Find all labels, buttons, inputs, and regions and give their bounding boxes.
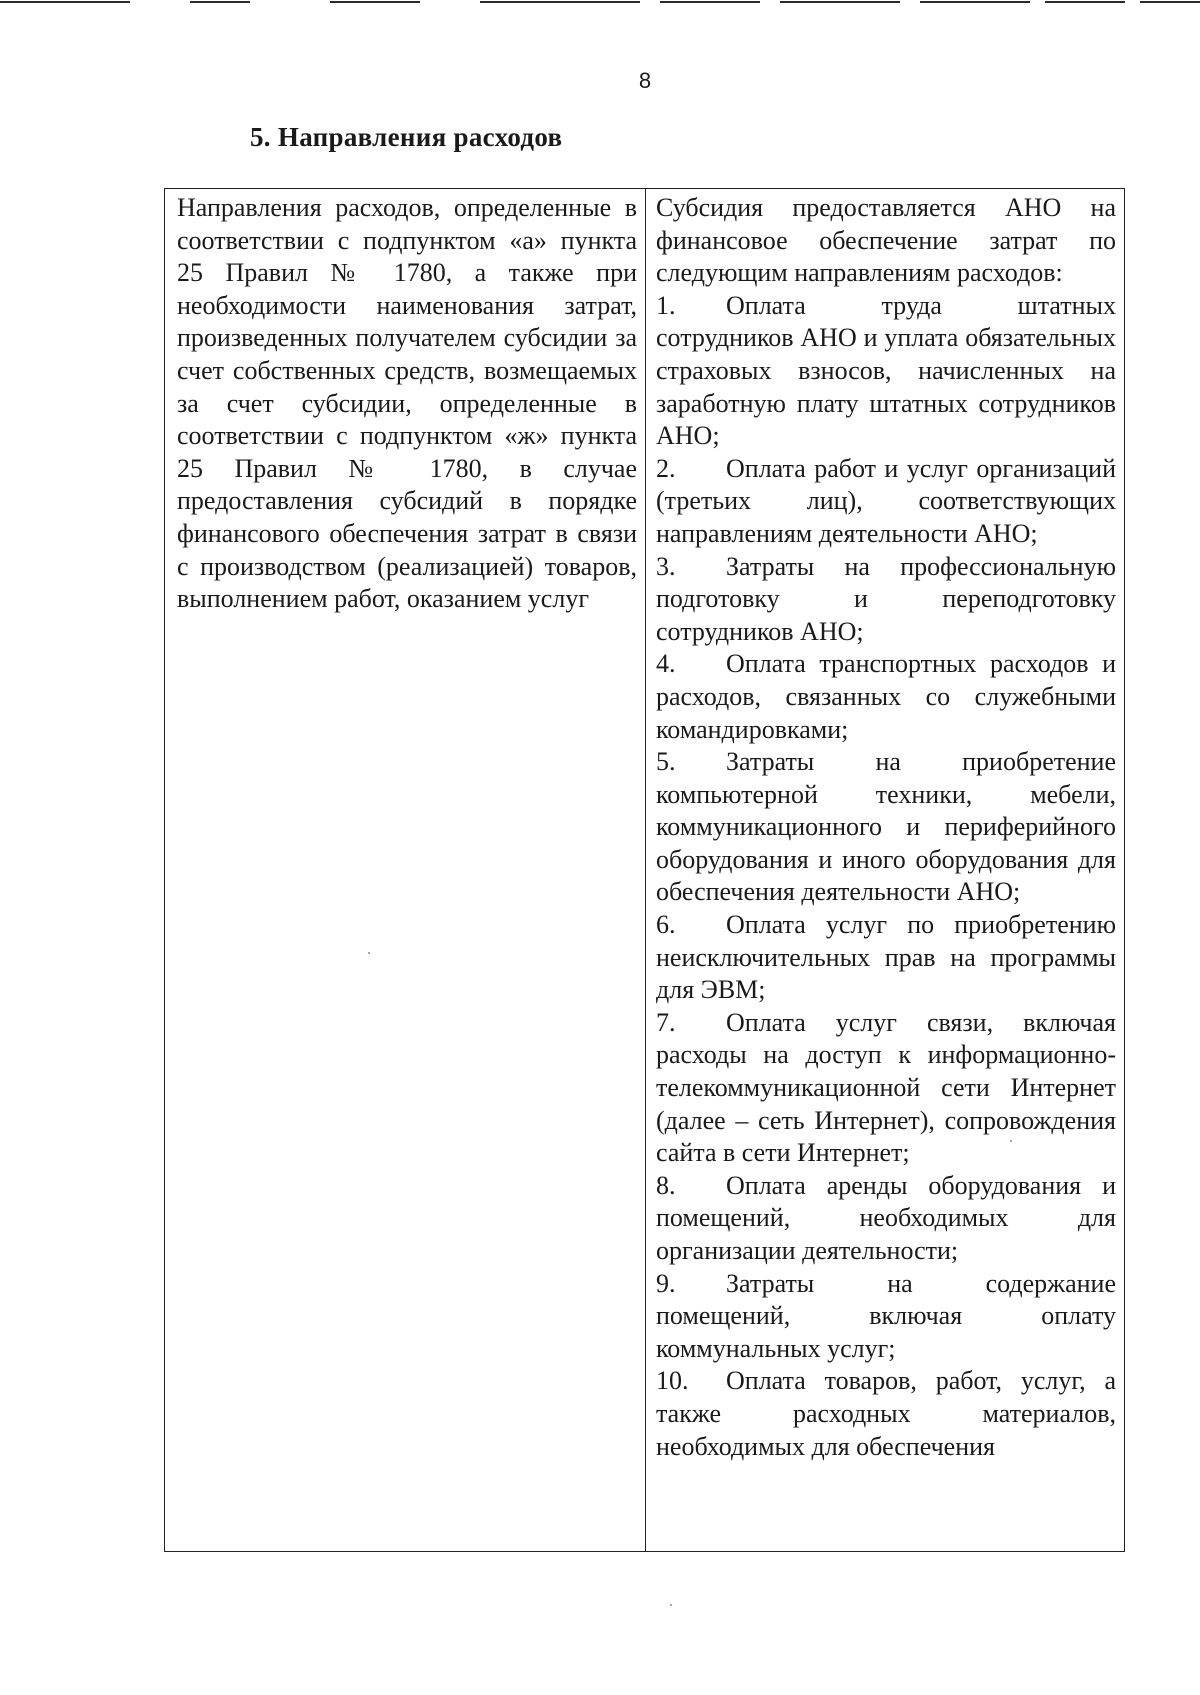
item-text: Оплата услуг по приобретению неисключительных прав на программы для ЭВМ; [656, 910, 1116, 1005]
item-text: Оплата транспортных расходов и расходов, связанных со служебными командировками; [656, 649, 1116, 744]
item-text: Оплата товаров, работ, услуг, а также расходных материалов, необходимых для обеспечения [656, 1366, 1116, 1461]
list-item [656, 648, 1116, 746]
expense-directions-table [164, 188, 1125, 1552]
right-cell-intro: Субсидия предоставляется АНО на финансовое обеспечение затрат по следующим направлениям расходов: [656, 193, 1116, 288]
scan-speck [1010, 1140, 1012, 1142]
table-left-cell [165, 189, 646, 1551]
item-text: Оплата труда штатных сотрудников АНО и уплата обязательных страховых взносов, начисленных на заработную плату штатных сотрудников АНО; [656, 290, 1116, 451]
list-item [656, 909, 1116, 1007]
list-item [656, 290, 1116, 453]
expense-list [656, 290, 1116, 1463]
item-text: Оплата услуг связи, включая расходы на доступ к информационно-телекоммуникационной сети Интернет (далее – сеть Интернет), сопровождения сайта в сети Интернет; [656, 1007, 1116, 1168]
item-number: 5. [656, 747, 676, 777]
list-item [656, 551, 1116, 649]
section-heading: 5. Направления расходов [250, 122, 563, 152]
list-item [656, 746, 1116, 909]
page-number: 8 [638, 68, 652, 93]
list-item [656, 1365, 1116, 1463]
scan-speck [368, 952, 370, 954]
list-item [656, 1007, 1116, 1170]
item-number: 1. [656, 290, 676, 320]
item-number: 8. [656, 1170, 676, 1200]
scan-top-edge [0, 0, 1200, 6]
list-item [656, 1268, 1116, 1366]
item-text: Оплата аренды оборудования и помещений, необходимых для организации деятельности; [656, 1170, 1116, 1265]
item-number: 2. [656, 453, 676, 483]
item-number: 3. [656, 551, 676, 581]
left-cell-text: Направления расходов, определенные в соответствии с подпунктом «а» пункта 25 Правил № 1780, а также при необходимости наименования затрат, произведенных получателем субсидии за счет собственных средств, возмещаемых за счет субсидии, определенные в соответствии с подпунктом «ж» пункта 25 Правил № 1780, в случае предоставления субсидий в порядке финансового обеспечения затрат в связи с производством (реализацией) товаров, выполнением работ, оказанием услуг [177, 193, 637, 614]
list-item [656, 453, 1116, 551]
table-right-cell [646, 189, 1124, 1551]
item-text: Затраты на приобретение компьютерной техники, мебели, коммуникационного и периферийного оборудования и иного оборудования для обеспечения деятельности АНО; [656, 747, 1116, 907]
scan-speck [670, 1604, 672, 1606]
item-number: 4. [656, 649, 676, 679]
item-number: 10. [656, 1366, 689, 1396]
list-item [656, 1170, 1116, 1268]
item-number: 9. [656, 1268, 676, 1298]
item-text: Затраты на содержание помещений, включая оплату коммунальных услуг; [656, 1268, 1116, 1363]
item-number: 6. [656, 910, 676, 940]
item-text: Затраты на профессиональную подготовку и переподготовку сотрудников АНО; [656, 551, 1116, 646]
item-number: 7. [656, 1007, 676, 1037]
item-text: Оплата работ и услуг организаций (третьих лиц), соответствующих направлениям деятельности АНО; [656, 453, 1116, 548]
